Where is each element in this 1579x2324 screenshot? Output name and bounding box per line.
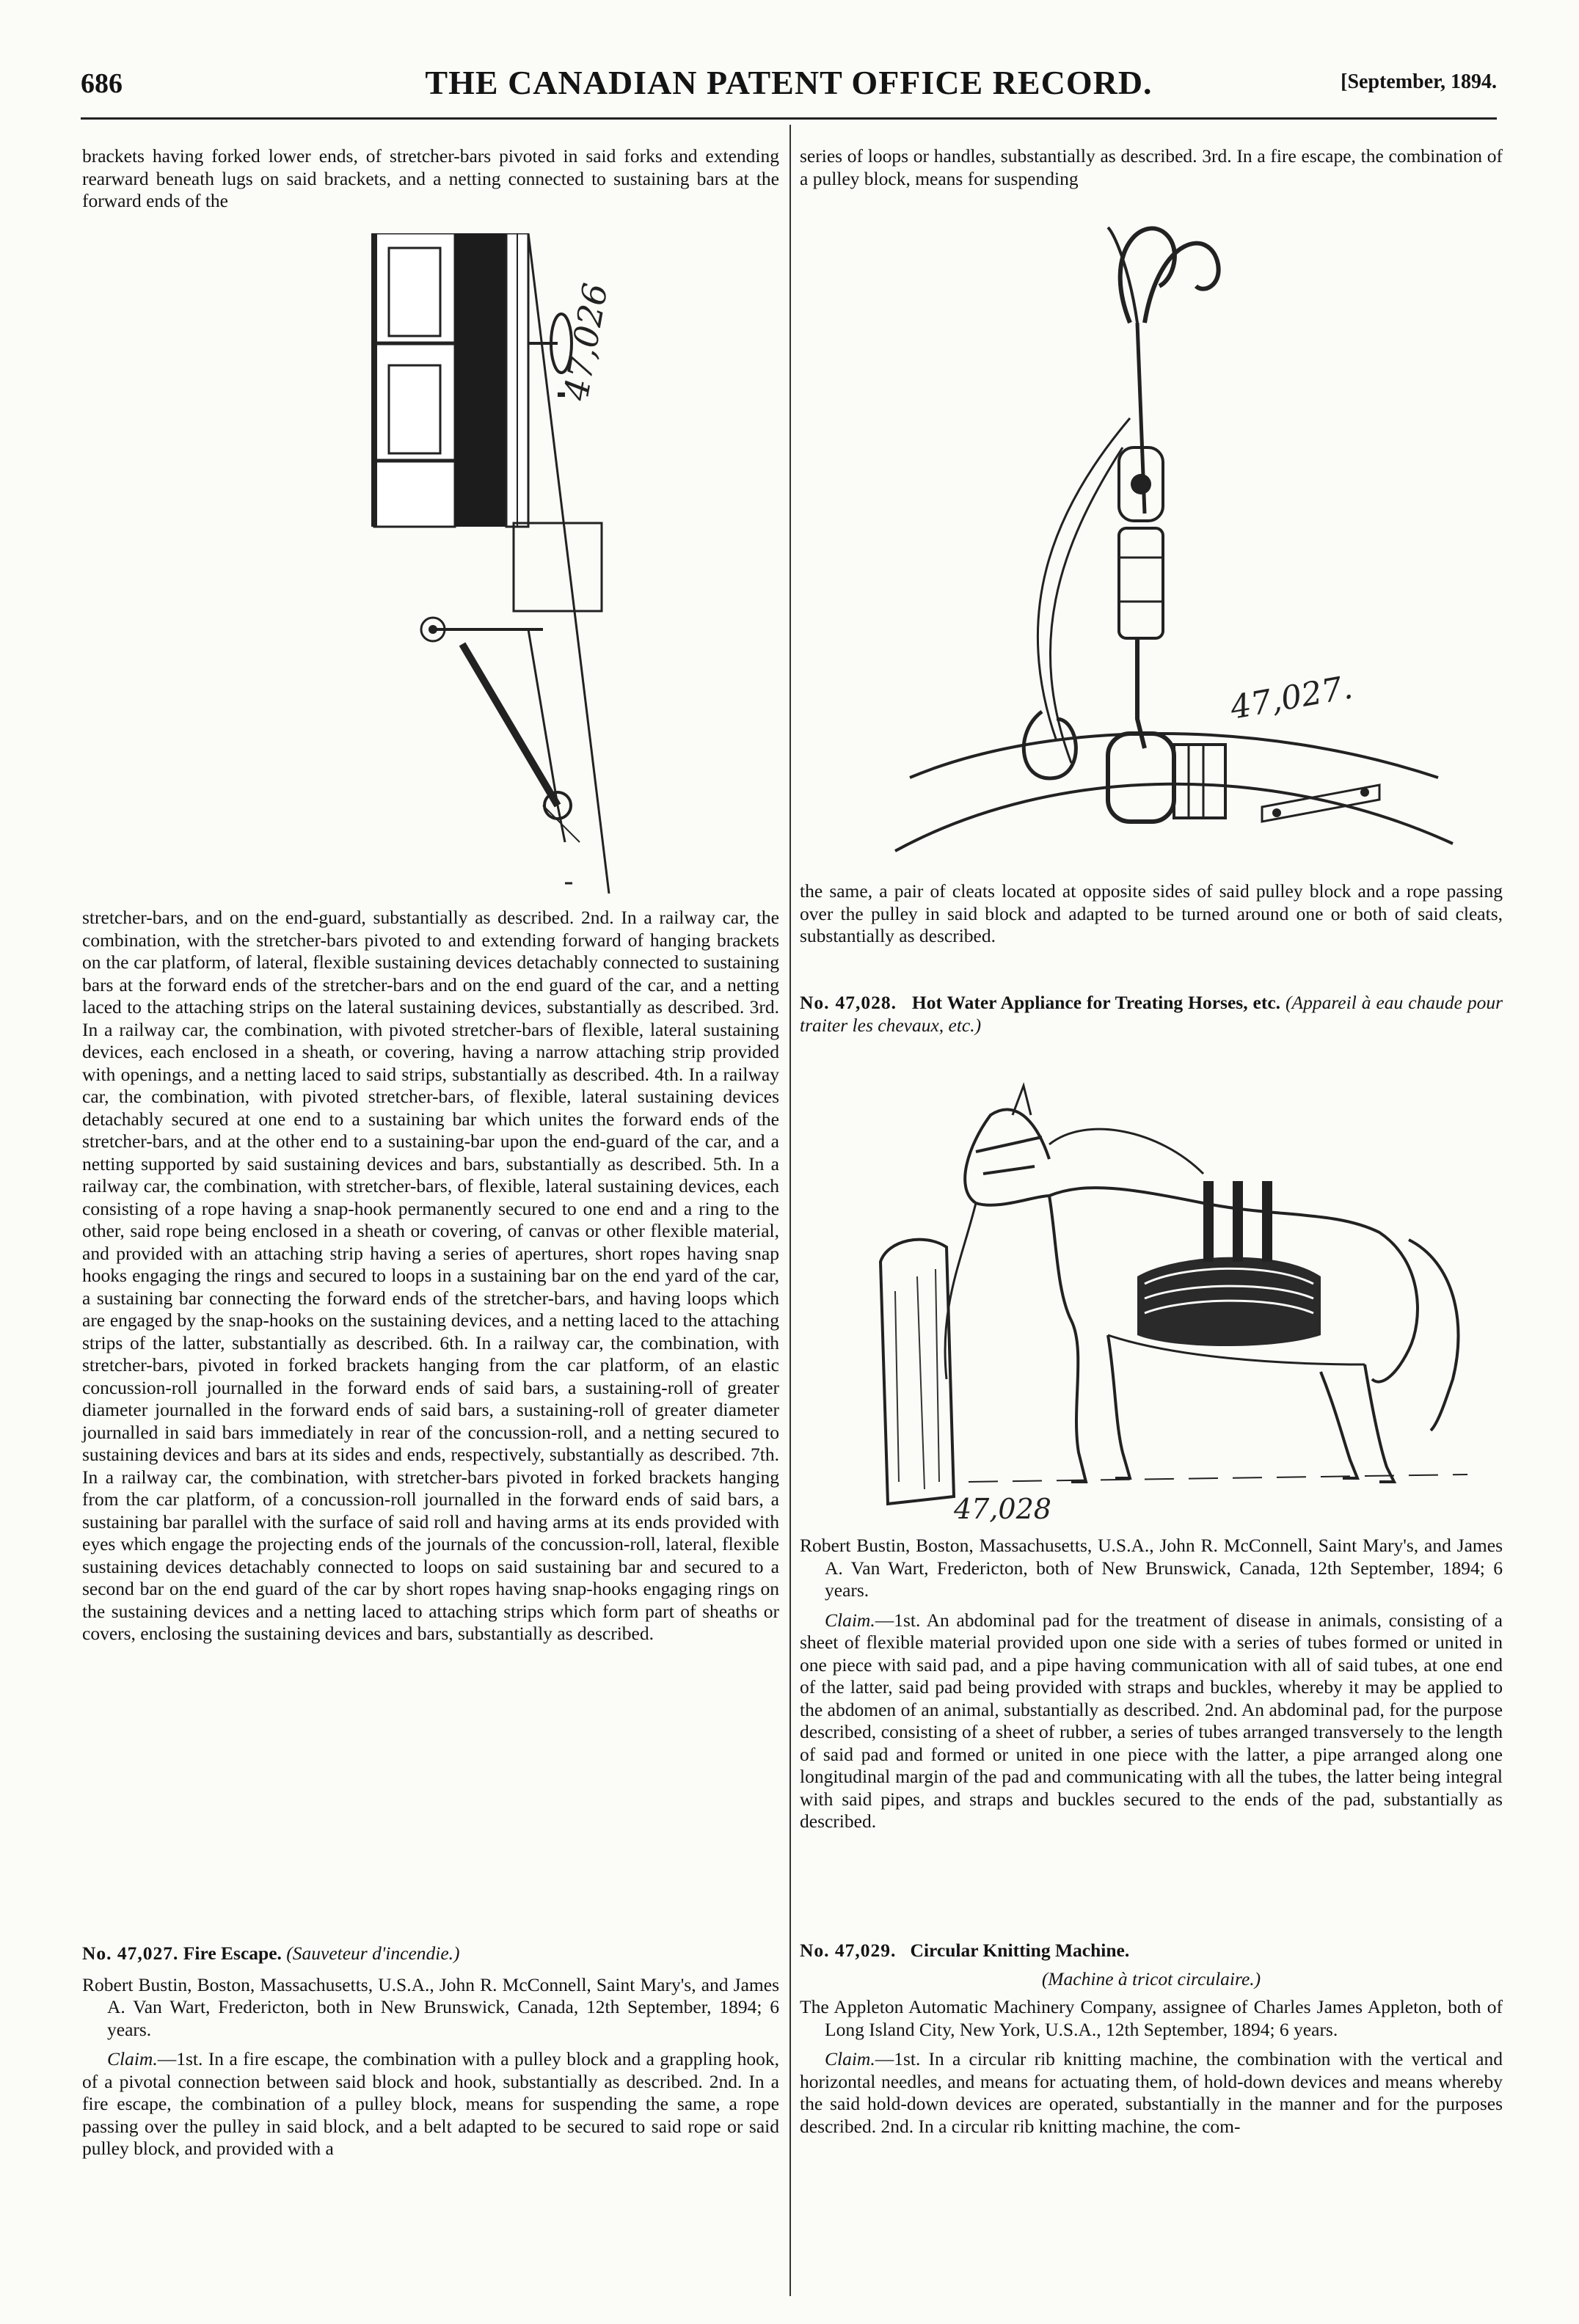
patent-title: Fire Escape. — [183, 1943, 282, 1964]
patent-number: No. 47,027. — [82, 1943, 179, 1964]
figure-label: 47,027. — [1228, 668, 1356, 727]
right-top-text: series of loops or handles, substantially as described. 3rd. In a fire escape, the combination of a pulley block, means for suspending — [800, 145, 1503, 189]
patent-french-title: (Appareil à eau chaude pour traiter les chevaux, etc.) — [800, 992, 1503, 1036]
patent-47028-entry — [800, 1535, 1503, 1833]
patent-french-title: (Sauveteur d'incendie.) — [286, 1943, 460, 1964]
figure-47028-horse — [866, 1071, 1475, 1526]
patent-number: No. 47,028. — [800, 992, 897, 1013]
patent-claim: Claim.—1st. In a fire escape, the combination with a pulley block and a grappling hook, of a pivotal connection between said block and hook, substantially as described. 2nd. In a fire escape, the combination of a pulley block, means for suspending the same, a rope passing over the pulley in said block, and a belt adapted to be secured to said rope or said pulley block, and provided with a — [82, 2048, 779, 2159]
figure-47027-fire-escape — [866, 205, 1467, 866]
figure-label: 47,028 — [954, 1493, 1051, 1525]
figure-label: 47,026 — [555, 280, 616, 403]
patent-claim: Claim.—1st. In a circular rib knitting machine, the combination with the vertical and horizontal needles, and means for actuating them, of hold-down devices and means whereby the said hold-down devices are operated, substantially in the manner and for the purposes described. 2nd. In a circular rib knitting machine, the com- — [800, 2048, 1503, 2137]
figure-47026-railway-car-fender — [345, 233, 653, 895]
patent-title: Hot Water Appliance for Treating Horses, etc. — [911, 992, 1281, 1013]
page-header — [81, 63, 1497, 107]
left-main-text: stretcher-bars, and on the end-guard, substantially as described. 2nd. In a railway car, the combination, with the stretcher-bars pivoted to and extending forward of hanging brackets on the car platform, of lateral, flexible sustaining devices detachably connected to sustaining bars at the forward ends of the stretcher-bars and on the end guard of the car, and a netting laced to the attaching strips on the lateral sustaining devices, substantially as described. 3rd. In a railway car, the combination, with pivoted stretcher-bars of flexible, lateral sustaining devices, each enclosed in a sheath, or covering, having a narrow attaching strip provided with openings, and a netting laced to said strips, substantially as described. 4th. In a railway car, the combination, with pivoted stretcher-bars, of flexible, lateral sustaining devices detachably secured at one end to a sustaining bar which unites the forward ends of the stretcher-bars, and at the other end to a sustaining-bar upon the end-guard of the car, and a netting supported by said sustaining devices and bars, substantially as described. 5th. In a railway car, the combination, with stretcher-bars, of flexible, lateral sustaining devices, each consisting of a rope having a snap-hook permanently secured to one end and a ring to the other, said rope being enclosed in a sheath or covering, of canvas or other flexible material, and provided with an attaching strip having a series of apertures, short ropes having snap hooks engaging the rings and secured to loops in a sustaining bar on the end yard of the car, a sustaining bar connecting the forward ends of the stretcher-bars, and having loops which are engaged by the snap-hooks on the sustaining devices, and a netting laced to the attaching strips of the latter, substantially as described. 6th. In a railway car, the combination, with stretcher-bars, pivoted in forked brackets hanging from the car platform, of an elastic concussion-roll journalled in the forward ends of said bars, a sustaining-roll of greater diameter journalled in the forward ends of said bars, a sustaining-roll of greater diameter journalled in said bars immediately in rear of the concussion-roll, and a netting secured to sustaining devices and bars at its sides and ends, respectively, substantially as described. 7th. In a railway car, the combination, with stretcher-bars pivoted in forked brackets hanging from the car platform, of a concussion-roll journalled in the forward ends of said bars, a sustaining bar parallel with the surface of said roll and having arms at its ends provided with eyes which engage the projecting ends of the journals of the concussion-roll, lateral, flexible sustaining devices detachably connected to loops on said sustaining bar and secured to a second bar on the end guard of the car by short ropes having snap-hooks engaging rings on the sustaining devices and a netting laced to attaching strips which form part of sheaths or covers, enclosing the sustaining devices and bars, substantially as described. — [82, 907, 779, 1644]
page-title: THE CANADIAN PATENT OFFICE RECORD. — [425, 64, 1153, 101]
patent-inventors: The Appleton Automatic Machinery Company, assignee of Charles James Appleton, both of Long Island City, New York, U.S.A., 12th September, 1894; 6 years. — [800, 1996, 1503, 2040]
right-after-figure-text: the same, a pair of cleats located at opposite sides of said pulley block and a rope passing over the pulley in said block and adapted to be turned around one or both of said cleats, substantially as described. — [800, 880, 1503, 946]
issue-date: [September, 1894. — [1341, 70, 1497, 93]
column-divider — [790, 125, 791, 2296]
patent-47028-heading — [800, 992, 1503, 1037]
patent-number: No. 47,029. — [800, 1940, 897, 1961]
patent-title: Circular Knitting Machine. — [910, 1940, 1130, 1961]
patent-47029-entry — [800, 1940, 1503, 2138]
patent-french-title: (Machine à tricot circulaire.) — [1041, 1967, 1261, 1989]
left-top-text: brackets having forked lower ends, of stretcher-bars pivoted in said forks and extending rearward beneath lugs on said brackets, and a netting connected to sustaining bars at the forward ends of the — [82, 145, 779, 211]
patent-inventors: Robert Bustin, Boston, Massachusetts, U.S.A., John R. McConnell, Saint Mary's, and James A. Van Wart, Fredericton, both of New Brunswick, Canada, 12th September, 1894; 6 years. — [800, 1535, 1503, 1601]
header-rule — [81, 117, 1497, 120]
patent-claim: Claim.—1st. An abdominal pad for the treatment of disease in animals, consisting of a sheet of flexible material provided upon one side with a series of tubes formed or united in one piece with said pad, and a pipe having communication with all of said tubes, at one end of the latter, said pad being provided with straps and buckles, whereby it may be applied to the abdomen of an animal, substantially as described. 2nd. An abdominal pad, for the purpose described, consisting of a sheet of rubber, a series of tubes arranged transversely to the length of said pad and formed or united in one piece with the latter, a pipe arranged along one longitudinal margin of the pad and communicating with all the tubes, the latter being integral with said pipes, and straps and buckles secured to the ends of the pad, substantially as described. — [800, 1609, 1503, 1832]
patent-47027-entry — [82, 1937, 779, 2160]
patent-inventors: Robert Bustin, Boston, Massachusetts, U.S.A., John R. McConnell, Saint Mary's, and James A. Van Wart, Fredericton, both in New Brunswick, Canada, 12th September, 1894; 6 years. — [82, 1973, 779, 2040]
page-number: 686 — [81, 68, 123, 99]
